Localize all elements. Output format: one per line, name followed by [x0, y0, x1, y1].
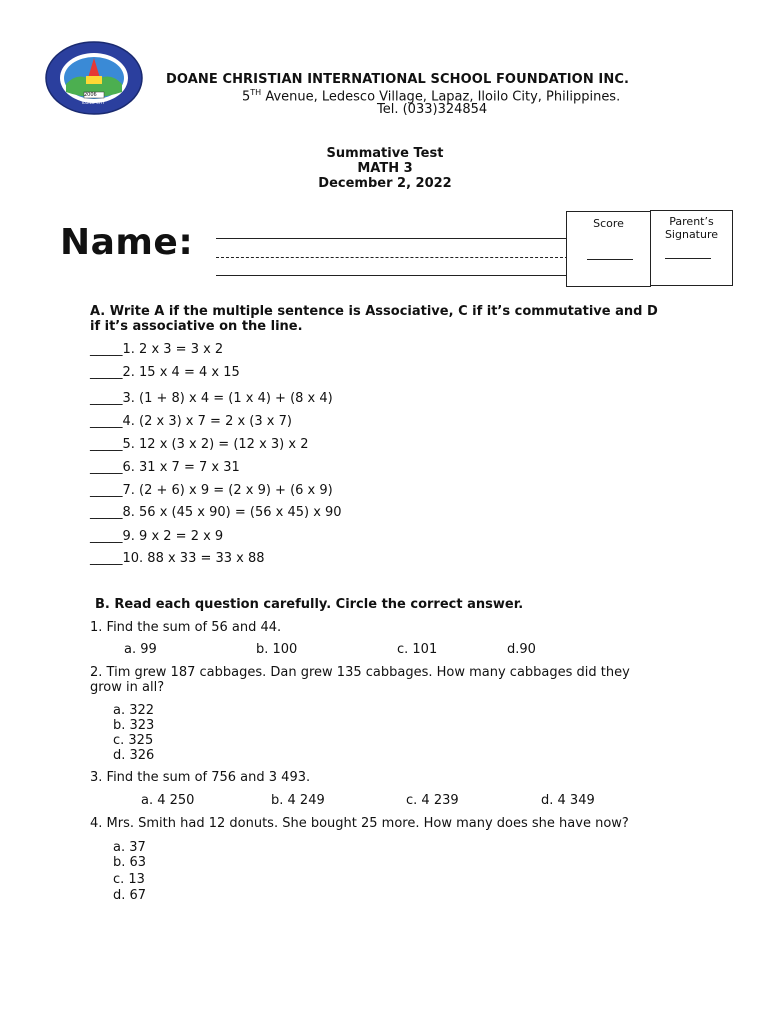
section-a-item-4: _____4. (2 x 3) x 7 = 2 x (3 x 7): [90, 414, 292, 429]
q1-option-a[interactable]: a. 99: [124, 642, 157, 657]
test-date: December 2, 2022: [318, 176, 452, 191]
school-name: DOANE CHRISTIAN INTERNATIONAL SCHOOL FOUNDATION INC.: [166, 72, 630, 87]
section-a-item-2: _____2. 15 x 4 = 4 x 15: [90, 365, 240, 380]
question-1: 1. Find the sum of 56 and 44.: [90, 620, 282, 635]
section-a-item-8: _____8. 56 x (45 x 90) = (56 x 45) x 90: [90, 505, 342, 520]
q4-option-b[interactable]: b. 63: [113, 855, 147, 870]
q4-option-d[interactable]: d. 67: [113, 888, 147, 903]
section-a-item-6: _____6. 31 x 7 = 7 x 31: [90, 460, 240, 475]
test-title: Summative Test: [326, 146, 444, 161]
q3-option-c[interactable]: c. 4 239: [406, 793, 459, 808]
school-address: 5TH Avenue, Ledesco Village, Lapaz, Iloilo City, Philippines.: [242, 88, 621, 105]
score-line[interactable]: [587, 259, 633, 260]
q4-option-a[interactable]: a. 37: [113, 840, 146, 855]
question-3: 3. Find the sum of 756 and 3 493.: [90, 770, 311, 785]
q1-option-c[interactable]: c. 101: [397, 642, 438, 657]
score-label: Score: [593, 217, 624, 230]
q3-option-a[interactable]: a. 4 250: [141, 793, 195, 808]
q2-option-d[interactable]: d. 326: [113, 748, 155, 763]
q2-option-b[interactable]: b. 323: [113, 718, 155, 733]
section-a-item-10: _____10. 88 x 33 = 33 x 88: [90, 551, 265, 566]
name-line-3[interactable]: [216, 275, 568, 276]
score-box: [566, 211, 651, 287]
q2-option-c[interactable]: c. 325: [113, 733, 154, 748]
question-2: 2. Tim grew 187 cabbages. Dan grew 135 cabbages. How many cabbages did they grow in all?: [90, 665, 630, 695]
q3-option-d[interactable]: d. 4 349: [541, 793, 595, 808]
section-a-item-3: _____3. (1 + 8) x 4 = (1 x 4) + (8 x 4): [90, 391, 333, 406]
signature-label: Parent’s Signature: [664, 215, 719, 241]
q1-option-d[interactable]: d.90: [507, 642, 536, 657]
test-subject: MATH 3: [357, 161, 413, 176]
name-line-2[interactable]: [216, 257, 568, 258]
section-a-item-7: _____7. (2 + 6) x 9 = (2 x 9) + (6 x 9): [90, 483, 333, 498]
section-b-instruction: B. Read each question carefully. Circle the correct answer.: [95, 597, 524, 612]
school-logo: 2006 ILOILO CITY: [44, 40, 144, 116]
q4-option-c[interactable]: c. 13: [113, 872, 145, 887]
question-4: 4. Mrs. Smith had 12 donuts. She bought 25 more. How many does she have now?: [90, 816, 629, 831]
test-heading: [300, 146, 470, 191]
signature-line[interactable]: [665, 258, 711, 259]
q3-option-b[interactable]: b. 4 249: [271, 793, 325, 808]
q2-option-a[interactable]: a. 322: [113, 703, 155, 718]
section-a-item-9: _____9. 9 x 2 = 2 x 9: [90, 529, 224, 544]
school-telephone: Tel. (033)324854: [377, 102, 488, 117]
section-a-item-5: _____5. 12 x (3 x 2) = (12 x 3) x 2: [90, 437, 309, 452]
q1-option-b[interactable]: b. 100: [256, 642, 298, 657]
name-label: Name:: [60, 222, 194, 263]
parent-signature-box: [650, 210, 733, 286]
name-line-1[interactable]: [216, 238, 568, 239]
section-a-instruction: A. Write A if the multiple sentence is Associative, C if it’s commutative and D if it’s associative on the line.: [90, 304, 658, 334]
section-a-item-1: _____1. 2 x 3 = 3 x 2: [90, 342, 224, 357]
